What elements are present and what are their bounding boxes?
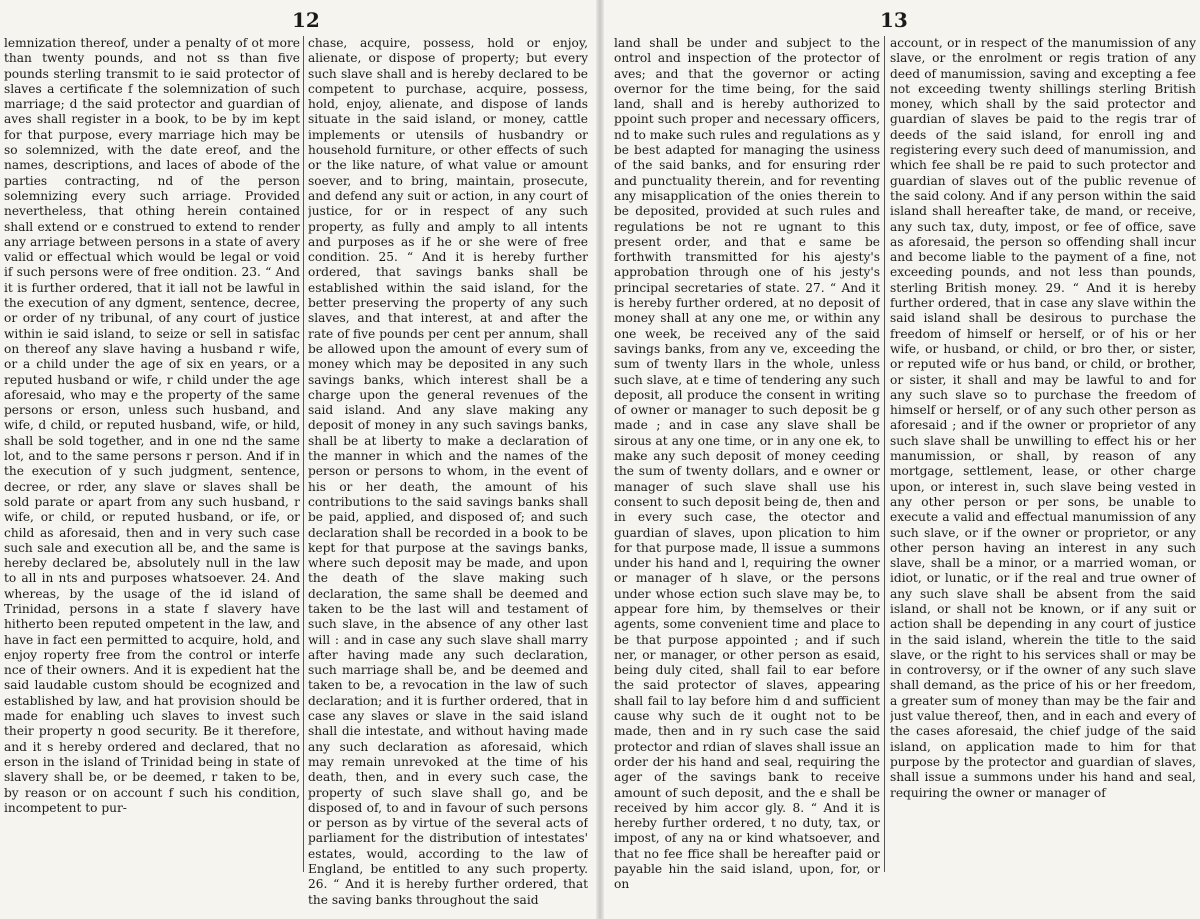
text-column-right [308, 36, 588, 916]
column-text: chase, acquire, possess, hold or enjoy, alienate, or dispose of property; but every such slave shall and is hereby declared to be competent to purchase, acquire, possess, hold, enjoy, alienate, and dispose of lands situate in the said island, or money, cattle implements or utensils of husbandry or household furniture, or other effects of such or the like nature, of what value or amount soever, and to bring, maintain, prosecute, and defend any suit or action, in any court of justice, for or in respect of any such property, as fully and amply to all intents and purposes as if he or she were of free condition. 25. “ And it is hereby further ordered, that savings banks shall be established within the said island, for the better preserving the property of any such slaves, and that interest, at and after the rate of five pounds per cent per annum, shall be allowed upon the amount of every sum of money which may be deposited in any such savings banks, which interest shall be a charge upon the general revenues of the said island. And any slave making any deposit of money in any such savings banks, shall be at liberty to make a declaration of the manner in which and the names of the person or persons to whom, in the event of his or her death, the amount of his contributions to the said savings banks shall be paid, applied, and disposed of; and such declaration shall be recorded in a book to be kept for that purpose at the savings banks, where such deposit may be made, and upon the death of the slave making such declaration, the same shall be deemed and taken to be the last will and testament of such slave, in the absence of any other last will : and in case any such slave shall marry after having made any such declaration, such marriage shall be, and be deemed and taken to be, a revocation in the law of such declaration; and it is further ordered, that in case any slaves or slave in the said island shall die intestate, and without having made any such declaration as aforesaid, which may remain unrevoked at the time of his death, then, and in every such case, the property of such slave shall go, and be disposed of, to and in favour of such persons or person as by virtue of the several acts of parliament for the distribution of intestates' estates, would, according to the law of England, be entitled to any such property. 26. “ And it is hereby further ordered, that the saving banks throughout the said [308, 36, 588, 907]
text-column-right [890, 36, 1196, 916]
text-column-left [4, 36, 300, 916]
text-column-left [614, 36, 880, 916]
column-text: account, or in respect of the manumission of any slave, or the enrolment or regis tration of any deed of manumission, saving and excepting a fee not exceeding twenty shillings sterling British money, which shall by the said protector and guardian of slaves be paid to the regis trar of deeds of the said island, for enroll ing and registering every such deed of manumission, and which fee shall be re paid to such protector and guardian of slaves out of the public revenue of the said colony. And if any person within the said island shall hereafter take, de mand, or receive, any such tax, duty, impost, or fee of office, save as aforesaid, the person so offending shall incur and become liable to the payment of a fine, not exceeding pounds, and not less than pounds, sterling British money. 29. “ And it is hereby further ordered, that in case any slave within the said island shall be desirous to purchase the freedom of himself or herself, or of his or her wife, or husband, or child, or bro ther, or sister, or reputed wife or hus band, or child, or brother, or sister, it shall and may be lawful to and for any such slave so to purchase the freedom of himself or herself, or of any such other person as aforesaid ; and if the owner or proprietor of any such slave shall be unwilling to effect his or her manumission, or shall, by reason of any mortgage, settlement, lease, or other charge upon, or interest in, such slave being vested in any other person or per sons, be unable to execute a valid and effectual manumission of any such slave, or if the owner or proprietor, or any other person having an interest in any such slave, shall be a minor, or a married woman, or idiot, or lunatic, or if the real and true owner of any such slave shall be absent from the said island, or shall not be known, or if any suit or action shall be depending in any court of justice in the said island, wherein the title to the said slave, or the right to his services shall or may be in controversy, or if the owner of any such slave shall demand, as the price of his or her freedom, a greater sum of money than may be the fair and just value thereof, then, and in each and every of the cases aforesaid, the chief judge of the said island, on application made to him for that purpose by the protector and guardian of slaves, shall issue a summons under his hand and seal, requiring the owner or manager of [890, 36, 1196, 800]
column-rule [884, 36, 885, 872]
column-text: land shall be under and subject to the ontrol and inspection of the protector of aves; and that the governor or acting overnor for the time being, for the said land, shall and is hereby authorized to ppoint such proper and necessary officers, nd to make such rules and regulations as y be best adapted for managing the usiness of the said banks, and for ensuring rder and punctuality therein, and for reventing any misapplication of the onies therein to be deposited, provided at such rules and regulations be not re ugnant to this present order, and that e same be forthwith transmitted for his ajesty's approbation through one of his jesty's principal secretaries of state. 27. “ And it is hereby further ordered, at no deposit of money shall at any one me, or within any one week, be received any of the said savings banks, from any ve, exceeding the sum of twenty llars in the whole, unless such slave, at e time of tendering any such deposit, all produce the consent in writing of owner or manager to such deposit be g made ; and in case any slave shall be sirous at any one time, or in any one ek, to make any such deposit of money ceeding the sum of twenty dollars, and e owner or manager of such slave shall use his consent to such deposit being de, then and in every such case, the otector and guardian of slaves, upon plication to him for that purpose made, ll issue a summons under his hand and l, requiring the owner or manager of h slave, or the persons under whose ection such slave may be, to appear fore him, by themselves or their agents, some convenient time and place to be that purpose appointed ; and if such ner, or manager, or other person as esaid, being duly cited, shall fail to ear before the said protector of slaves, appearing shall fail to lay before him d and sufficient cause why such de it ought not to be made, then and in ry such case the said protector and rdian of slaves shall issue an order der his hand and seal, requiring the ager of the savings bank to receive amount of such deposit, and the e shall be received by him accor gly. 8. “ And it is hereby further ordered, t no duty, tax, or impost, of any na or kind whatsoever, and that no fee ffice shall be hereafter paid or payable hin the said island, upon, for, or on [614, 36, 880, 892]
right-page [600, 0, 1200, 919]
column-rule [303, 36, 304, 872]
page-number: 13 [880, 8, 908, 32]
page-number: 12 [292, 8, 320, 32]
column-text: lemnization thereof, under a penalty of ot more than twenty pounds, and not ss than five pounds sterling transmit to ie said protector of slaves a certificate f the solemnization of such marriage; d the said protector and guardian of aves shall register in a book, to be by im kept for that purpose, every marriage hich may be so solemnized, with the date ereof, and the names, descriptions, and laces of abode of the parties contracting, nd of the person solemnizing every such arriage. Provided nevertheless, that othing herein contained shall extend or e construed to extend to render any arriage between persons in a state of avery valid or effectual which would be legal or void if such persons were of free ondition. 23. “ And it is further ordered, that it iall not be lawful in the execution of any dgment, sentence, decree, or order of ny tribunal, of any court of justice within ie said island, to seize or sell in satisfac on thereof any slave having a husband r wife, or a child under the age of six en years, or a reputed husband or wife, r child under the age aforesaid, who may e the property of the same persons or erson, unless such husband, and wife, d child, or reputed husband, wife, or hild, shall be sold together, and in one nd the same lot, and to the same persons r person. And if in the execution of y such judgment, sentence, decree, or rder, any slave or slaves shall be sold parate or apart from any such husband, r wife, or child, or reputed husband, or ife, or child as aforesaid, then and in very such case such sale and execution all be, and the same is hereby declared be, absolutely null in the law to all in nts and purposes whatsoever. 24. And whereas, by the usage of the id island of Trinidad, persons in a state f slavery have hitherto been reputed ompetent in the law, and have in fact een permitted to acquire, hold, and enjoy roperty free from the control or interfe nce of their owners. And it is expedient hat the said laudable custom should be ecognized and established by law, and hat provision should be made for enabling uch slaves to invest such their property n good security. Be it therefore, and it s hereby ordered and declared, that no erson in the island of Trinidad being in state of slavery shall be, or be deemed, r taken to be, by reason or on account f such his condition, incompetent to pur- [4, 36, 300, 815]
